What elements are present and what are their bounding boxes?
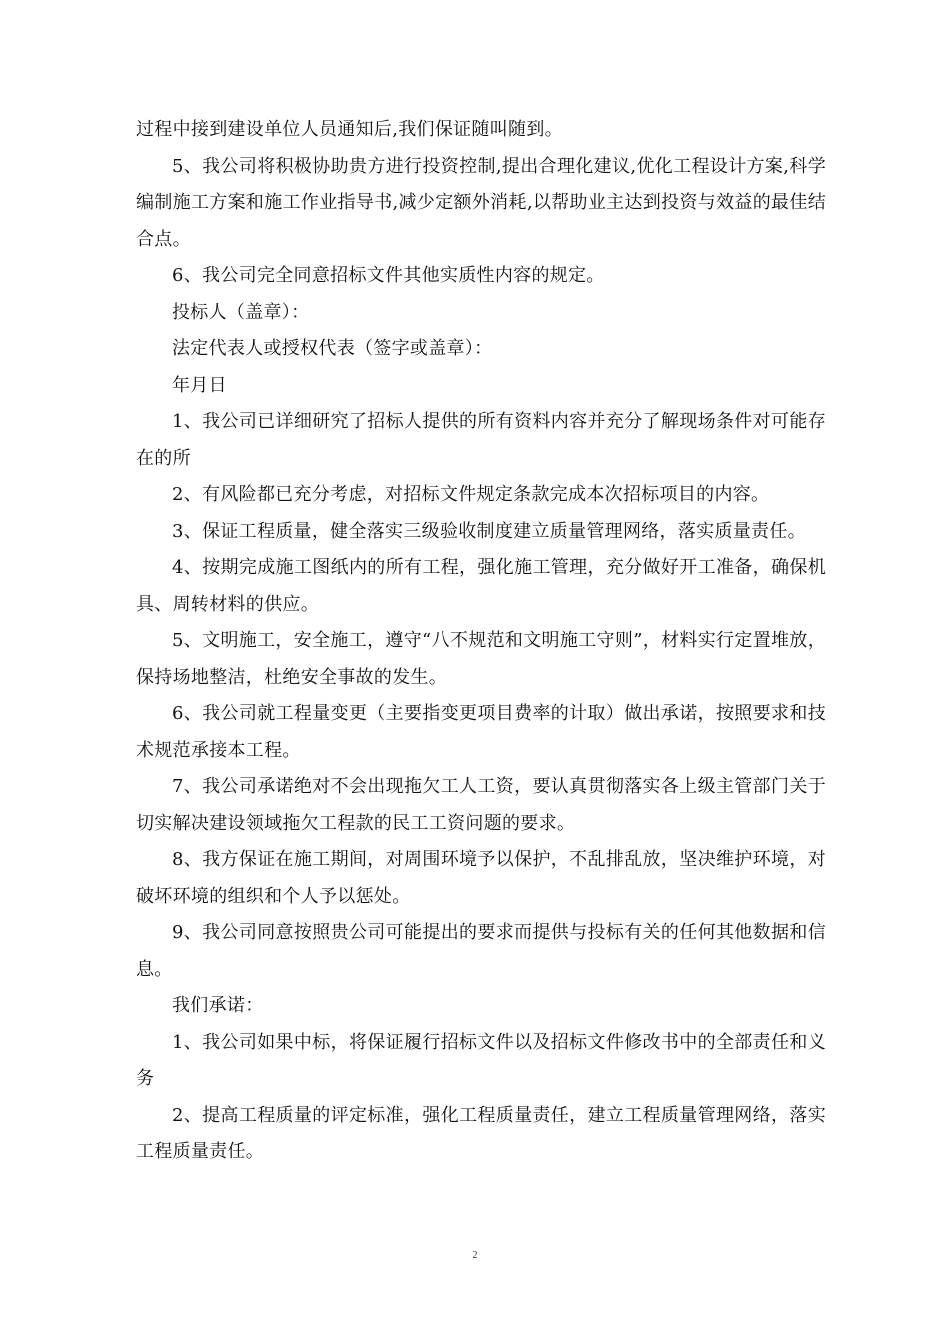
paragraph: 6、我公司完全同意招标文件其他实质性内容的规定。 [172,265,605,286]
paragraph: 1、我公司如果中标，将保证履行招标文件以及招标文件修改书中的全部责任和义务 [136,1031,826,1089]
paragraph: 7、我公司承诺绝对不会出现拖欠工人工资，要认真贯彻落实各上级主管部门关于切实解决建设领域拖欠工程款的民工工资问题的要求。 [136,776,826,834]
document-body [136,112,826,1171]
paragraph: 6、我公司就工程量变更（主要指变更项目费率的计取）做出承诺，按照要求和技术规范承接本工程。 [136,703,826,761]
paragraph: 9、我公司同意按照贵公司可能提出的要求而提供与投标有关的任何其他数据和信息。 [136,922,826,980]
paragraph: 8、我方保证在施工期间，对周围环境予以保护，不乱排乱放，坚决维护环境，对破坏环境的组织和个人予以惩处。 [136,849,826,907]
paragraph: 5、文明施工，安全施工，遵守“八不规范和文明施工守则”，材料实行定置堆放，保持场地整洁，杜绝安全事故的发生。 [136,630,826,688]
signature-representative-line: 法定代表人或授权代表（签字或盖章）： [172,338,493,359]
signature-bidder-line: 投标人（盖章）： [172,301,310,323]
section-heading: 我们承诺： [172,995,264,1016]
date-line: 年月日 [172,374,227,396]
paragraph: 2、提高工程质量的评定标准，强化工程质量责任，建立工程质量管理网络，落实工程质量责任。 [136,1104,826,1162]
paragraph: 过程中接到建设单位人员通知后,我们保证随叫随到。 [136,119,563,140]
paragraph: 2、有风险都已充分考虑，对招标文件规定条款完成本次招标项目的内容。 [172,484,770,505]
paragraph: 4、按期完成施工图纸内的所有工程，强化施工管理，充分做好开工准备，确保机具、周转材料的供应。 [136,557,826,615]
paragraph: 5、我公司将积极协助贵方进行投资控制,提出合理化建议,优化工程设计方案,科学编制施工方案和施工作业指导书,减少定额外消耗,以帮助业主达到投资与效益的最佳结合点。 [136,155,826,250]
paragraph: 1、我公司已详细研究了招标人提供的所有资料内容并充分了解现场条件对可能存在的所 [136,411,826,469]
page-number: 2 [472,1250,478,1261]
paragraph: 3、保证工程质量，健全落实三级验收制度建立质量管理网络，落实质量责任。 [172,520,806,542]
